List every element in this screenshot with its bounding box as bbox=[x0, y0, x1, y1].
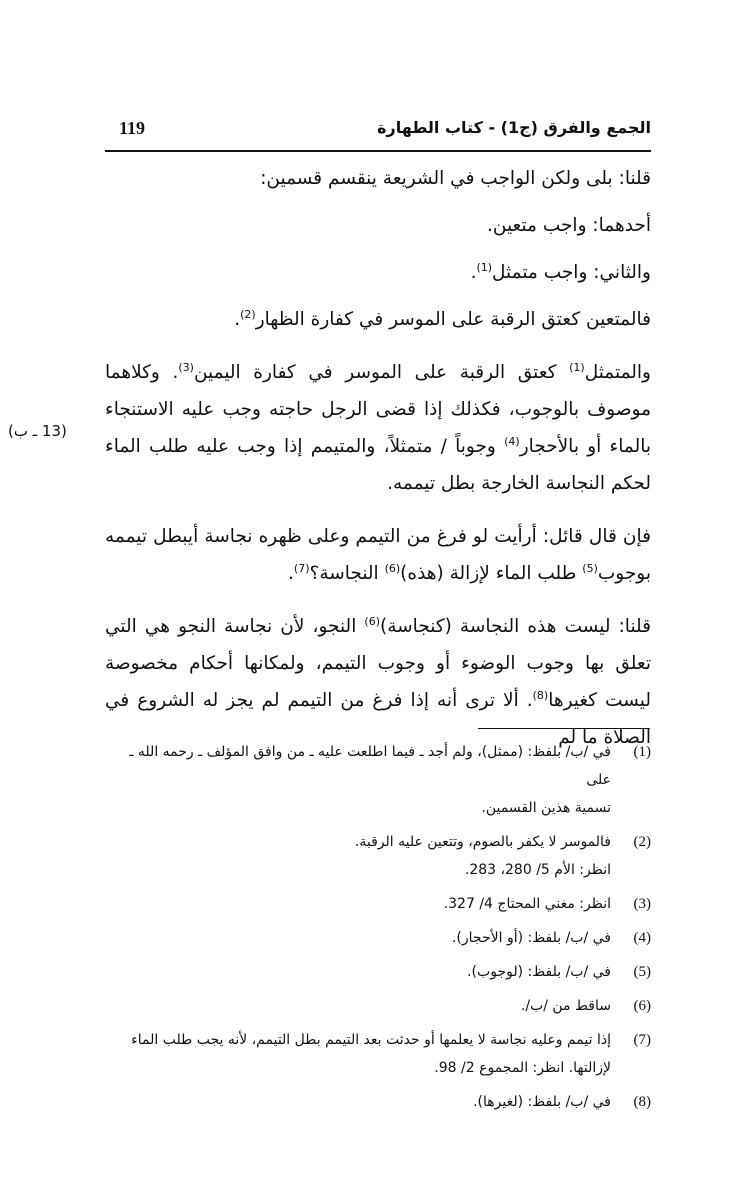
p6-text-b: طلب الماء لإزالة (هذه) bbox=[400, 563, 583, 584]
footnote-number: (1) bbox=[633, 744, 651, 760]
footnote-number: (5) bbox=[633, 964, 651, 980]
footnote-line: فالموسر لا يكفر بالصوم، وتتعين عليه الرقبة. bbox=[354, 834, 611, 850]
page-number: 119 bbox=[119, 118, 146, 138]
footnote-ref: (1) bbox=[569, 360, 585, 374]
footnote-line: في /ب/ بلفظ: (ممثل)، ولم أجد ـ فيما اطلعت عليه ـ من وافق المؤلف ـ رحمه الله ـ على bbox=[129, 744, 611, 788]
footnote-item bbox=[105, 1088, 651, 1116]
footnote-text bbox=[105, 738, 617, 822]
p5-text-b: كعتق الرقبة على الموسر في كفارة اليمين bbox=[193, 362, 570, 383]
footnote-line: في /ب/ بلفظ: (أو الأحجار). bbox=[451, 930, 611, 946]
footnote-number: (3) bbox=[633, 896, 651, 912]
footnote-ref: (6) bbox=[364, 614, 381, 628]
p1-text: قلنا: بلى ولكن الواجب في الشريعة ينقسم قسمين: bbox=[260, 168, 651, 189]
footnote-line: ساقط من /ب/. bbox=[520, 998, 611, 1014]
footnote-line: لإزالتها. انظر: المجموع 2/ 98. bbox=[434, 1060, 611, 1076]
p7-text-a: قلنا: ليست هذه النجاسة (كنجاسة) bbox=[380, 616, 651, 637]
footnote-text bbox=[105, 992, 617, 1020]
footnote-ref: (7) bbox=[293, 561, 310, 575]
footnote-text bbox=[105, 828, 617, 884]
p2-text: أحدهما: واجب متعين. bbox=[486, 215, 651, 236]
p5-text-a: والمتمثل bbox=[584, 362, 651, 383]
paragraph-4 bbox=[105, 301, 651, 338]
running-header bbox=[105, 116, 651, 152]
margin-manuscript-ref: (13 ـ ب) bbox=[8, 422, 67, 440]
footnote-line: تسمية هذين القسمين. bbox=[481, 800, 611, 816]
footnote-separator bbox=[478, 728, 650, 729]
footnotes bbox=[105, 738, 651, 1122]
footnote-item bbox=[105, 1026, 651, 1082]
p5-text-d: وجوباً / متمثلاً، والمتيمم إذا وجب عليه طلب الماء لحكم النجاسة الخارجة بطل تيممه. bbox=[105, 436, 651, 494]
footnote-number: (2) bbox=[633, 834, 651, 850]
p6-text-a: فإن قال قائل: أرأيت لو فرغ من التيمم وعلى ظهره نجاسة أيبطل تيممه بوجوب bbox=[105, 526, 651, 584]
footnote-number: (8) bbox=[633, 1094, 651, 1110]
paragraph-1 bbox=[105, 160, 651, 197]
footnote-text bbox=[105, 1026, 617, 1082]
footnote-text bbox=[105, 958, 617, 986]
paragraph-5 bbox=[105, 354, 651, 502]
footnote-line: في /ب/ بلفظ: (لغيرها). bbox=[473, 1094, 611, 1110]
footnote-line: في /ب/ بلفظ: (لوجوب). bbox=[467, 964, 611, 980]
footnote-item bbox=[105, 958, 651, 986]
p3-end: . bbox=[470, 262, 477, 283]
footnote-line: انظر: مغني المحتاج 4/ 327. bbox=[443, 896, 611, 912]
paragraph-7 bbox=[105, 608, 651, 756]
footnote-text bbox=[105, 890, 617, 918]
p5-text-c: . وكلاهما موصوف بالوجوب، فكذلك إذا قضى الرجل حاجته وجب عليه الاستنجاء بالماء أو بالأحجار bbox=[105, 362, 651, 457]
p3-text: والثاني: واجب متمثل bbox=[492, 262, 651, 283]
footnote-number: (7) bbox=[633, 1032, 651, 1048]
footnote-item bbox=[105, 992, 651, 1020]
p6-end: . bbox=[288, 563, 294, 584]
footnote-item bbox=[105, 828, 651, 884]
p7-text-c: . ألا ترى أنه إذا فرغ من التيمم لم يجز له الشروع في الصلاة ما لم bbox=[105, 690, 651, 748]
paragraph-6 bbox=[105, 518, 651, 592]
footnote-line: إذا تيمم وعليه نجاسة لا يعلمها أو حدثت بعد التيمم بطل التيمم، لأنه يجب طلب الماء bbox=[131, 1032, 611, 1048]
footnote-text bbox=[105, 1088, 617, 1116]
paragraph-2 bbox=[105, 207, 651, 244]
footnote-ref: (2) bbox=[240, 307, 256, 321]
footnote-ref: (1) bbox=[476, 260, 493, 274]
footnote-ref: (3) bbox=[178, 360, 194, 374]
footnote-number: (6) bbox=[633, 998, 651, 1014]
footnote-ref: (8) bbox=[532, 688, 549, 702]
p7-text-b: النجو، لأن نجاسة النجو هي التي تعلق بها وجوب الوضوء أو وجوب التيمم، ولمكانها أحكام مخصوصة ليست كغيرها bbox=[105, 616, 651, 711]
header-title: الجمع والفرق (ج1) - كتاب الطهارة bbox=[377, 118, 651, 137]
footnote-ref: (6) bbox=[384, 561, 401, 575]
footnote-item bbox=[105, 738, 651, 822]
footnote-item bbox=[105, 924, 651, 952]
footnote-ref: (5) bbox=[582, 561, 598, 575]
footnote-line: انظر: الأم 5/ 280، 283. bbox=[464, 862, 611, 878]
paragraph-3 bbox=[105, 254, 651, 291]
p4-end: . bbox=[234, 309, 241, 330]
footnote-item bbox=[105, 890, 651, 918]
footnote-text bbox=[105, 924, 617, 952]
p6-text-c: النجاسة؟ bbox=[309, 563, 385, 584]
main-text bbox=[105, 160, 651, 756]
p4-text: فالمتعين كعتق الرقبة على الموسر في كفارة الظهار bbox=[255, 309, 651, 330]
footnote-number: (4) bbox=[633, 930, 651, 946]
footnote-ref: (4) bbox=[504, 434, 520, 448]
